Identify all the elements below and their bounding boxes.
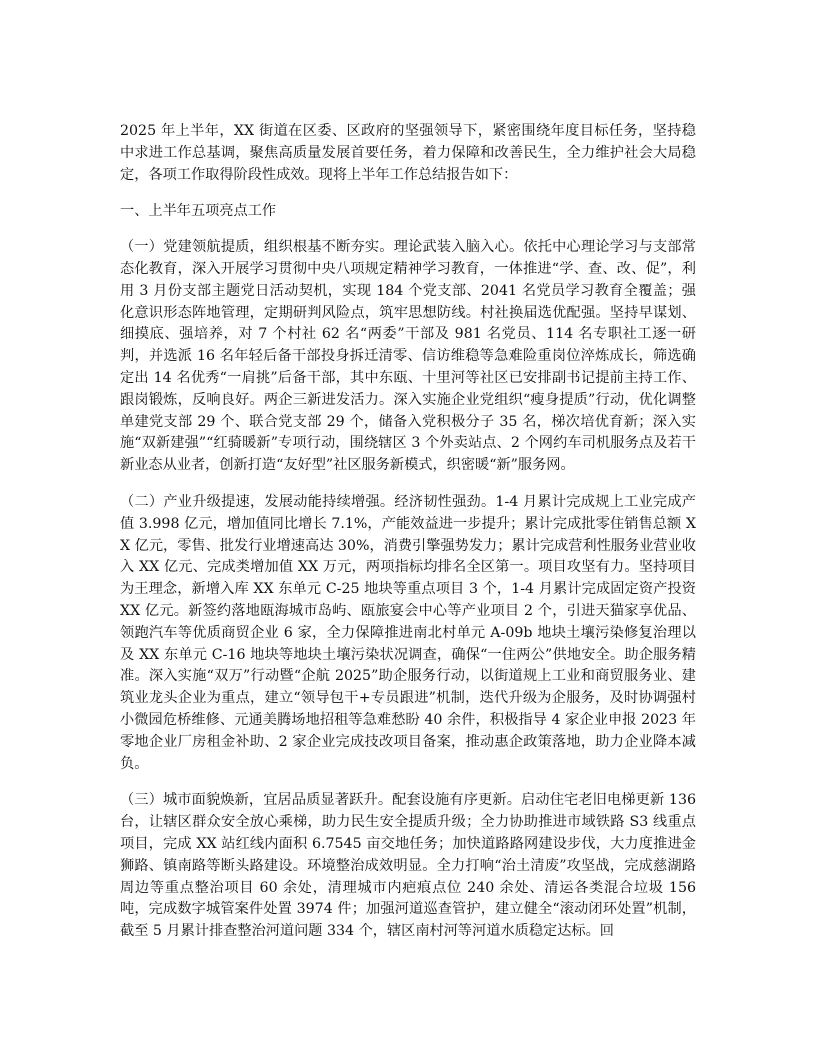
paragraph-city-appearance: （三）城市面貌焕新，宜居品质显著跃升。配套设施有序更新。启动住宅老旧电梯更新 136 台，让辖区群众安全放心乘梯，助力民生安全提质升级；全力协助推进市域铁路 S3 线重点项目，完成 XX 站红线内面积 6.7545 亩交地任务；加快道路路网建设步伐，大力度推进金狮路、镇南路等断头路建设。环境整治成效明显。全力打响“治土清废”攻坚战，完成慈湖路周边等重点整治项目 60 余处，清理城市内疤痕点位 240 余处、清运各类混合垃圾 156 吨，完成数字城管案件处置 3974 件；加强河道巡查管护，建立健全“滚动闭环处置”机制，截至 5 月累计排查整治河道问题 334 个，辖区南村河等河道水质稳定达标。回	[120, 792, 696, 940]
paragraph-party-building: （一）党建领航提质，组织根基不断夯实。理论武装入脑入心。依托中心理论学习与支部常态化教育，深入开展学习贯彻中央八项规定精神学习教育，一体推进“学、查、改、促”，利用 3 月份支部主题党日活动契机，实现 184 个党支部、2041 名党员学习教育全覆盖；强化意识形态阵地管理，定期研判风险点，筑牢思想防线。村社换届选优配强。坚持早谋划、细摸底、强培养，对 7 个村社 62 名“两委”干部及 981 名党员、114 名专职社工逐一研判，并选派 16 名年轻后备干部投身拆迁清零、信访维稳等急难险重岗位淬炼成长，筛选确定出 14 名优秀“一肩挑”后备干部，其中东瓯、十里河等社区已安排副书记提前主持工作、跟岗锻炼，反响良好。两企三新进发活力。深入实施企业党组织“瘦身提质”行动，优化调整单建党支部 29 个、联合党支部 29 个，储备入党积极分子 35 名，梯次培优育新；深入实施“双新建强”“红骑暖新”专项行动，围绕辖区 3 个外卖站点、2 个网约车司机服务点及若干新业态从业者，创新打造“友好型”社区服务新模式，织密暖“新”服务网。	[120, 239, 696, 474]
intro-paragraph: 2025 年上半年，XX 街道在区委、区政府的坚强领导下，紧密围绕年度目标任务，坚持稳中求进工作总基调，聚焦高质量发展首要任务，着力保障和改善民生，全力维护社会大局稳定，各项工作取得阶段性成效。现将上半年工作总结报告如下：	[120, 123, 696, 183]
paragraph-industry-upgrade: （二）产业升级提速，发展动能持续增强。经济韧性强劲。1-4 月累计完成规上工业完成产值 3.998 亿元，增加值同比增长 7.1%，产能效益进一步提升；累计完成批零住销售总额 XX 亿元，零售、批发行业增速高达 30%，消费引擎强势发力；累计完成营利性服务业营业收入 XX 亿元、完成类增加值 XX 万元，两项指标均排名全区第一。项目攻坚有力。坚持项目为王理念，新增入库 XX 东单元 C-25 地块等重点项目 3 个，1-4 月累计完成固定资产投资 XX 亿元。新签约落地瓯海城市岛屿、瓯旅宴会中心等产业项目 2 个，引进天猫家享优品、领跑汽车等优质商贸企业 6 家，全力保障推进南北村单元 A-09b 地块土壤污染修复治理以及 XX 东单元 C-16 地块等地块土壤污染状况调查，确保“一住两公”供地安全。助企服务精准。深入实施“双万”行动暨“企航 2025”助企服务行动，以街道规上工业和商贸服务业、建筑业龙头企业为重点，建立“领导包干+专员跟进”机制，迭代升级为企服务，及时协调强村小微园危桥维修、元通美腾场地招租等急难愁盼 40 余件，积极指导 4 家企业申报 2023 年零地企业厂房租金补助、2 家企业完成技改项目备案，推动惠企政策落地，助力企业降本减负。	[120, 493, 696, 772]
document-page	[120, 121, 696, 958]
section-heading: 一、上半年五项亮点工作	[120, 203, 277, 220]
